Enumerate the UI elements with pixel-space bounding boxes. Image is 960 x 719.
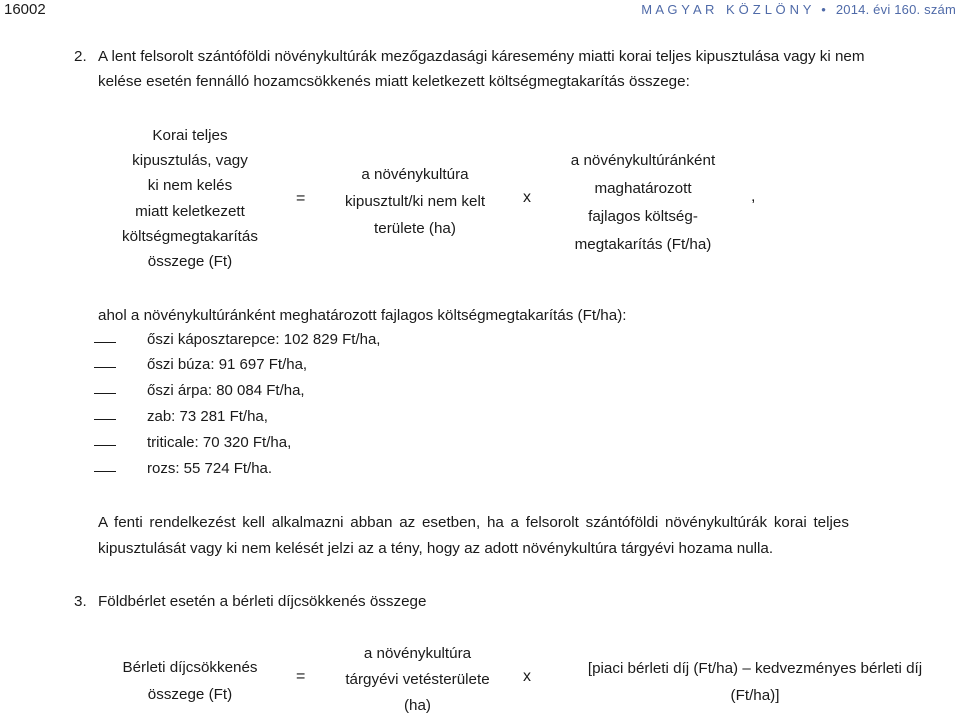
dash-bullet [94, 471, 116, 472]
formula-2-middle [325, 641, 510, 719]
formula-1-middle-line: területe (ha) [374, 220, 456, 237]
formula-1-right-line: a növénykultúránként [570, 152, 716, 169]
section-2-line-1: A lent felsorolt szántóföldi növénykultúrák mezőgazdasági káresemény miatti korai teljes kipusztulása vagy ki nem [98, 48, 865, 65]
dash-bullet [94, 445, 116, 446]
list-item-text: rozs: 55 724 Ft/ha. [147, 460, 273, 477]
list-item-text: őszi búza: 91 697 Ft/ha, [147, 356, 308, 373]
list-item-text: zab: 73 281 Ft/ha, [147, 408, 268, 425]
formula-1-left-line: kipusztulás, vagy [132, 152, 248, 170]
dash-bullet [94, 367, 116, 368]
issue-number: 2014. évi 160. szám [835, 2, 956, 17]
formula-2-left-line: összege (Ft) [147, 686, 233, 703]
formula-1-middle-line: a növénykultúra [361, 166, 469, 183]
section-3-number: 3. [74, 593, 87, 610]
journal-title: M A G Y A R K Ö Z L Ö N Y [641, 2, 812, 17]
formula-1-right-line: megtakarítás (Ft/ha) [574, 236, 712, 253]
formula-2-middle-line: a növénykultúra [363, 645, 472, 662]
formula-1-middle [325, 161, 505, 242]
formula-2-right-line: (Ft/ha)] [730, 687, 780, 704]
formula-1-right-line: fajlagos költség- [588, 208, 698, 225]
formula-1-right-line: maghatározott [594, 180, 692, 197]
list-item-text: őszi káposztarepce: 102 829 Ft/ha, [147, 331, 381, 348]
formula-2-middle-line: tárgyévi vetésterülete [345, 671, 490, 688]
equals-sign: = [296, 668, 306, 685]
equals-sign: = [296, 190, 306, 207]
section-2-line-2: kelése esetén fennálló hozamcsökkenés miatt keletkezett költségmegtakarítás összege: [98, 73, 690, 90]
formula-1-left-line: költségmegtakarítás [122, 227, 258, 245]
dash-bullet [94, 419, 116, 420]
section-2-number: 2. [74, 48, 87, 65]
formula-2-right-line: [piaci bérleti díj (Ft/ha) – kedvezményes bérleti díj [587, 660, 923, 677]
formula-2-left [100, 654, 280, 708]
formula-1-comma: , [751, 188, 756, 205]
formula-1-right [548, 147, 738, 259]
note-line-1: A fenti rendelkezést kell alkalmazni abban az esetben, ha a felsorolt szántóföldi növénykultúrák korai teljes [98, 514, 849, 531]
times-sign: x [523, 668, 531, 685]
times-sign: x [523, 189, 531, 206]
journal-header [641, 2, 956, 17]
formula-1-left [95, 123, 285, 274]
formula-2-left-line: Bérleti díjcsökkenés [122, 659, 258, 676]
dash-bullet [94, 393, 116, 394]
formula-1-middle-line: kipusztult/ki nem kelt [344, 193, 486, 210]
section-3-title: Földbérlet esetén a bérleti díjcsökkenés összege [98, 593, 427, 610]
formula-2-middle-line: (ha) [403, 697, 431, 714]
formula-2-right [555, 655, 955, 709]
list-item-text: őszi árpa: 80 084 Ft/ha, [147, 382, 305, 399]
formula-1-left-line: Korai teljes [152, 127, 228, 144]
formula-1-left-line: összege (Ft) [147, 253, 233, 271]
bullet-separator: • [821, 2, 827, 17]
formula-1-left-line: ki nem kelés [147, 177, 233, 195]
page-number: 16002 [4, 1, 46, 18]
dash-bullet [94, 342, 116, 343]
where-text: ahol a növénykultúránként meghatározott fajlagos költségmegtakarítás (Ft/ha): [98, 307, 627, 324]
note-line-2: kipusztulását vagy ki nem kelését jelzi az a tény, hogy az adott növénykultúra tárgyévi hozama nulla. [98, 540, 774, 557]
list-item-text: triticale: 70 320 Ft/ha, [147, 434, 292, 451]
formula-1-left-line: miatt keletkezett [135, 202, 245, 220]
